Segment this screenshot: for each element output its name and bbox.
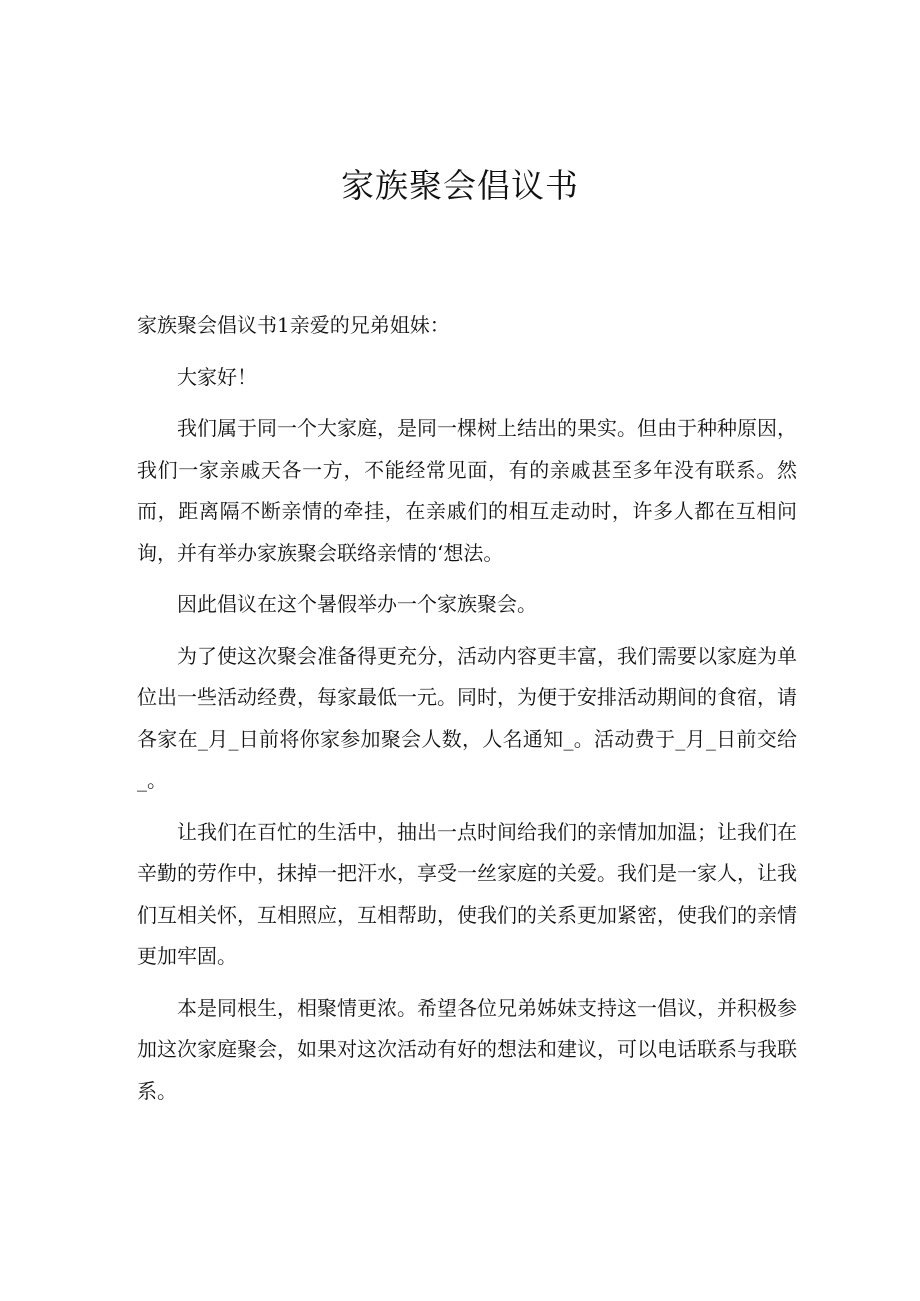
- body-paragraph: 让我们在百忙的生活中，抽出一点时间给我们的亲情加加温；让我们在辛勤的劳作中，抹掉一把汗水，享受一丝家庭的关爱。我们是一家人，让我们互相关怀，互相照应，互相帮助，使我们的关系更加紧密，使我们的亲情更加牢固。: [137, 819, 797, 968]
- body-paragraph: 本是同根生，相聚情更浓。希望各位兄弟姊妹支持这一倡议，并积极参加这次家庭聚会，如果对这次活动有好的想法和建议，可以电话联系与我联系。: [137, 995, 797, 1103]
- body-paragraph: 因此倡议在这个暑假举办一个家族聚会。: [177, 592, 537, 616]
- opening-line: 家族聚会倡议书1亲爱的兄弟姐妹：: [137, 313, 450, 337]
- document-title: 家族聚会倡议书: [341, 166, 579, 205]
- document-body: [137, 305, 797, 1122]
- greeting-paragraph: 大家好！: [177, 364, 257, 389]
- body-paragraph: 我们属于同一个大家庭，是同一棵树上结出的果实。但由于种种原因，我们一家亲戚天各一方，不能经常见面，有的亲戚甚至多年没有联系。然而，距离隔不断亲情的牵挂，在亲戚们的相互走动时，许多人都在互相问询，并有举办家族聚会联络亲情的‘想法。: [137, 416, 797, 565]
- body-paragraph: 为了使这次聚会准备得更充分，活动内容更丰富，我们需要以家庭为单位出一些活动经费，每家最低一元。同时，为便于安排活动期间的食宿，请各家在_月_日前将你家参加聚会人数，人名通知_。活动费于_月_日前交给_。: [137, 643, 797, 792]
